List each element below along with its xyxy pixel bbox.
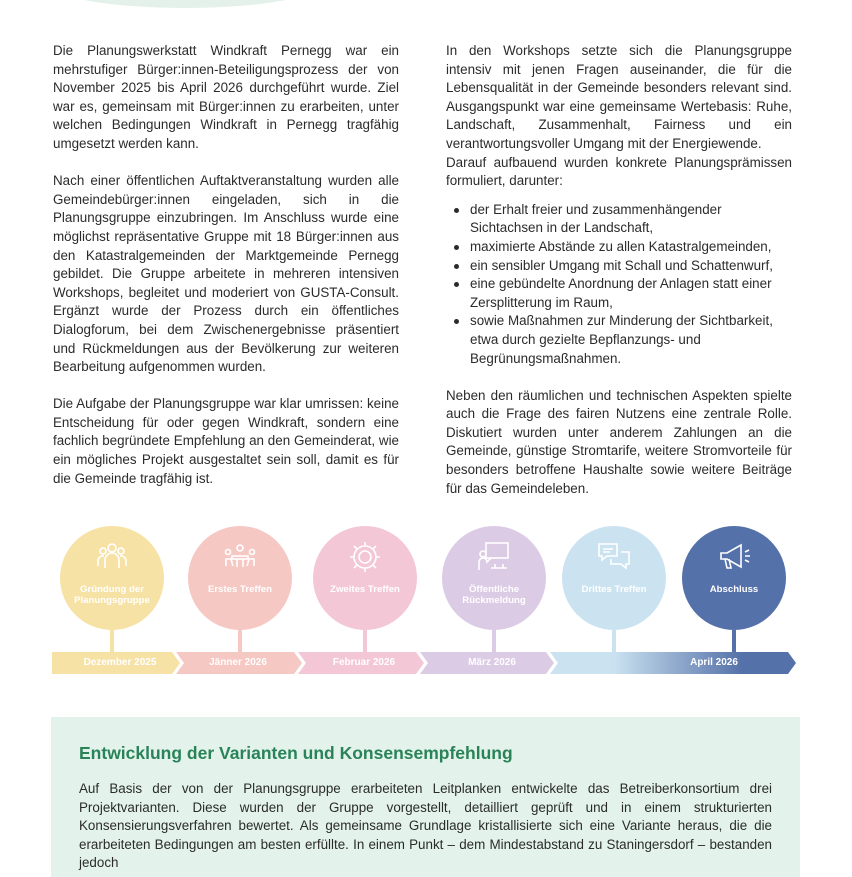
milestone-stem (732, 630, 736, 652)
milestone-zweites-treffen (313, 526, 417, 630)
timeline-date: April 2026 (690, 657, 738, 668)
chat-bubbles-icon (597, 540, 631, 574)
milestone-stem (363, 630, 367, 652)
presentation-board-icon (477, 540, 511, 574)
milestone-erstes-treffen (188, 526, 292, 630)
milestone-drittes-treffen (562, 526, 666, 630)
milestone-stem (492, 630, 496, 652)
timeline-date: Dezember 2025 (83, 657, 157, 668)
timeline-date: März 2026 (468, 657, 516, 668)
premises-list (446, 201, 792, 368)
left-text-column (53, 42, 399, 507)
timeline-date: Februar 2026 (332, 657, 396, 668)
list-item: eine gebündelte Anordnung der Anlagen statt einer Zersplitterung im Raum, (470, 275, 792, 312)
list-item: ein sensibler Umgang mit Schall und Schattenwurf, (470, 257, 792, 276)
workshops-paragraph: In den Workshops setzte sich die Planungsgruppe intensiv mit jenen Fragen auseinander, die für die Lebensqualität in der Gemeinde besonders relevant sind. Ausgangspunkt war eine gemeinsame Wertebasis: Ruhe, Landschaft, Zusammenhalt, Fairness und ein verantwortungsvoller Umgang mit der Energiewende. (446, 43, 792, 151)
milestone-label: Gründung der Planungsgruppe (74, 584, 150, 606)
timeline-date: Jänner 2026 (209, 657, 267, 668)
section-paragraph: Auf Basis der von der Planungsgruppe erarbeiteten Leitplanken entwickelte das Betreiberkonsortium drei Projektvarianten. Diese wurden der Gruppe vorgestellt, detailliert geprüft und in einem strukturierten Konsensierungsverfahren bewertet. Als gemeinsame Grundlage kristallisierte sich eine Variante heraus, die die erarbeiteten Bedingungen am besten erfüllte. In einem Punkt – dem Mindestabstand zu Staningersdorf – bestanden jedoch (79, 781, 772, 871)
intro-paragraph: Die Planungswerkstatt Windkraft Pernegg war ein mehrstufiger Bürger:innen-Beteiligungsprozess der von November 2025 bis April 2026 durchgeführt wurde. Ziel war es, gemeinsam mit Bürger:innen zu erarbeiten, unter welchen Bedingungen Windkraft in Pernegg tragfähig umgesetzt werden kann. (53, 43, 399, 151)
milestone-oeffentliche-rueckmeldung (442, 526, 546, 630)
gear-cog-icon (348, 540, 382, 574)
consensus-box (51, 717, 800, 877)
list-item: maximierte Abstände zu allen Katastralgemeinden, (470, 238, 792, 257)
milestone-stem (110, 630, 114, 652)
milestone-gruendung (60, 526, 164, 630)
list-item: der Erhalt freier und zusammenhängender Sichtachsen in der Landschaft, (470, 201, 792, 238)
milestone-label: Zweites Treffen (330, 584, 400, 595)
decorative-header-arc (50, 0, 320, 8)
section-title: Entwicklung der Varianten und Konsensempfehlung (79, 743, 513, 763)
premises-intro: Darauf aufbauend wurden konkrete Planungsprämissen formuliert, darunter: (446, 154, 792, 189)
group-people-icon (95, 540, 129, 574)
right-text-column (446, 42, 792, 517)
milestone-abschluss (682, 526, 786, 630)
milestone-stem (612, 630, 616, 652)
task-paragraph: Die Aufgabe der Planungsgruppe war klar umrissen: keine Entscheidung für oder gegen Windkraft, sondern eine fachlich begründete Empfehlung an den Gemeinderat, wie ein mögliches Projekt ausgestaltet sein soll, damit es für die Gemeinde tragfähig ist. (53, 396, 399, 486)
meeting-table-icon (223, 540, 257, 574)
milestone-label: Abschluss (709, 584, 759, 595)
milestone-stem (238, 630, 242, 652)
milestone-label: Öffentliche Rückmeldung (462, 584, 526, 606)
list-item: sowie Maßnahmen zur Minderung der Sichtbarkeit, etwa durch gezielte Bepflanzungs- und Begrünungsmaßnahmen. (470, 312, 792, 368)
milestone-label: Drittes Treffen (581, 584, 647, 595)
benefits-paragraph: Neben den räumlichen und technischen Aspekten spielte auch die Frage des fairen Nutzens eine zentrale Rolle. Diskutiert wurden unter anderem Zahlungen an die Gemeinde, günstige Stromtarife, weitere Stromvorteile für besonders betroffene Haushalte sowie weitere Beiträge für das Gemeindeleben. (446, 387, 792, 496)
megaphone-icon (717, 540, 751, 574)
process-timeline (0, 520, 852, 680)
process-paragraph: Nach einer öffentlichen Auftaktveranstaltung wurden alle Gemeindebürger:innen eingeladen, sich in die Planungsgruppe einzubringen. Im Anschluss wurde eine möglichst repräsentative Gruppe mit 18 Bürger:innen aus den Katastralgemeinden der Marktgemeinde Pernegg gebildet. Die Gruppe arbeitete in mehreren intensiven Workshops, begleitet und moderiert von GUSTA-Consult. Ergänzt wurde der Prozess durch ein öffentliches Dialogforum, bei dem Zwischenergebnisse präsentiert und Rückmeldungen aus der Bevölkerung zur weiteren Bearbeitung aufgenommen wurden. (53, 173, 399, 375)
milestone-label: Erstes Treffen (208, 584, 272, 595)
